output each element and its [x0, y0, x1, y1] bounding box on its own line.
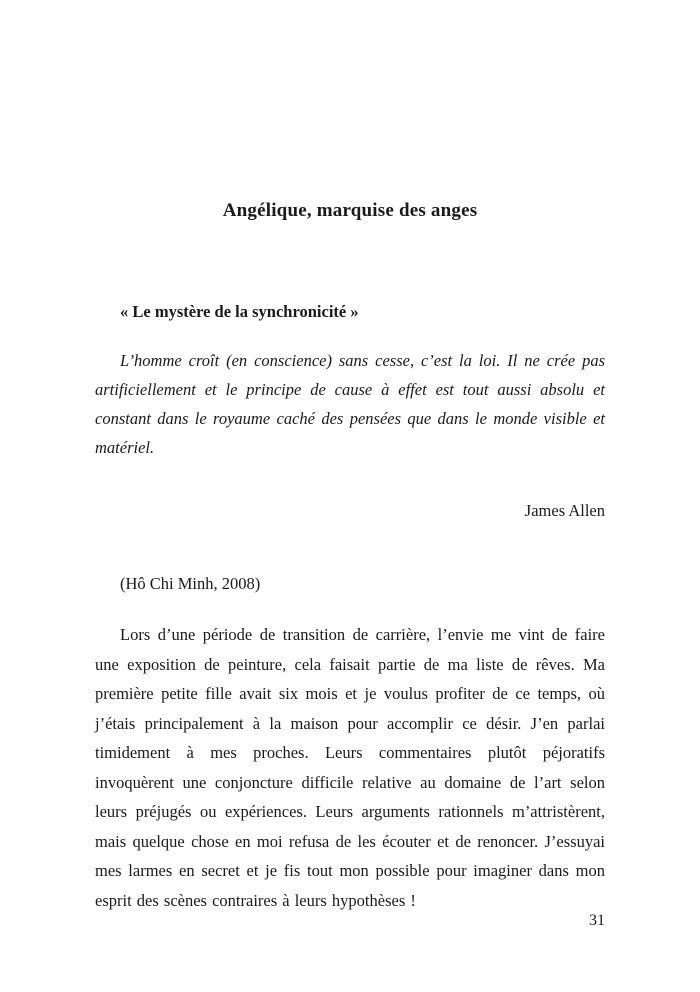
page-number: 31 [589, 912, 605, 929]
chapter-title: Angélique, marquise des anges [222, 200, 478, 221]
location-citation: (Hô Chi Minh, 2008) [120, 574, 261, 593]
quote-attribution: James Allen [524, 501, 605, 520]
body-paragraph: Lors d’une période de transition de carrière, l’envie me vint de faire une exposition de peinture, cela faisait partie de ma liste de rêves. Ma première petite fille avait six mois et je voulus profiter de ce temps, où j’étais principalement à la maison pour accomplir ce désir. J’en parlai timidement à mes proches. Leurs commentaires plutôt péjoratifs invoquèrent une conjoncture difficile relative au domaine de l’art selon leurs préjugés ou expériences. Leurs arguments rationnels m’attristèrent, mais quelque chose en moi refusa de les écouter et de renoncer. J’essuyai mes larmes en secret et je fis tout mon possible pour imaginer dans mon esprit des scènes contraires à leurs hypothèses ! [95, 625, 605, 910]
epigraph-quote: L’homme croît (en conscience) sans cesse, c’est la loi. Il ne crée pas artificiellement et le principe de cause à effet est tout aussi absolu et constant dans le royaume caché des pensées que dans le monde visible et matériel. [95, 351, 605, 457]
section-heading: « Le mystère de la synchronicité » [120, 302, 359, 321]
